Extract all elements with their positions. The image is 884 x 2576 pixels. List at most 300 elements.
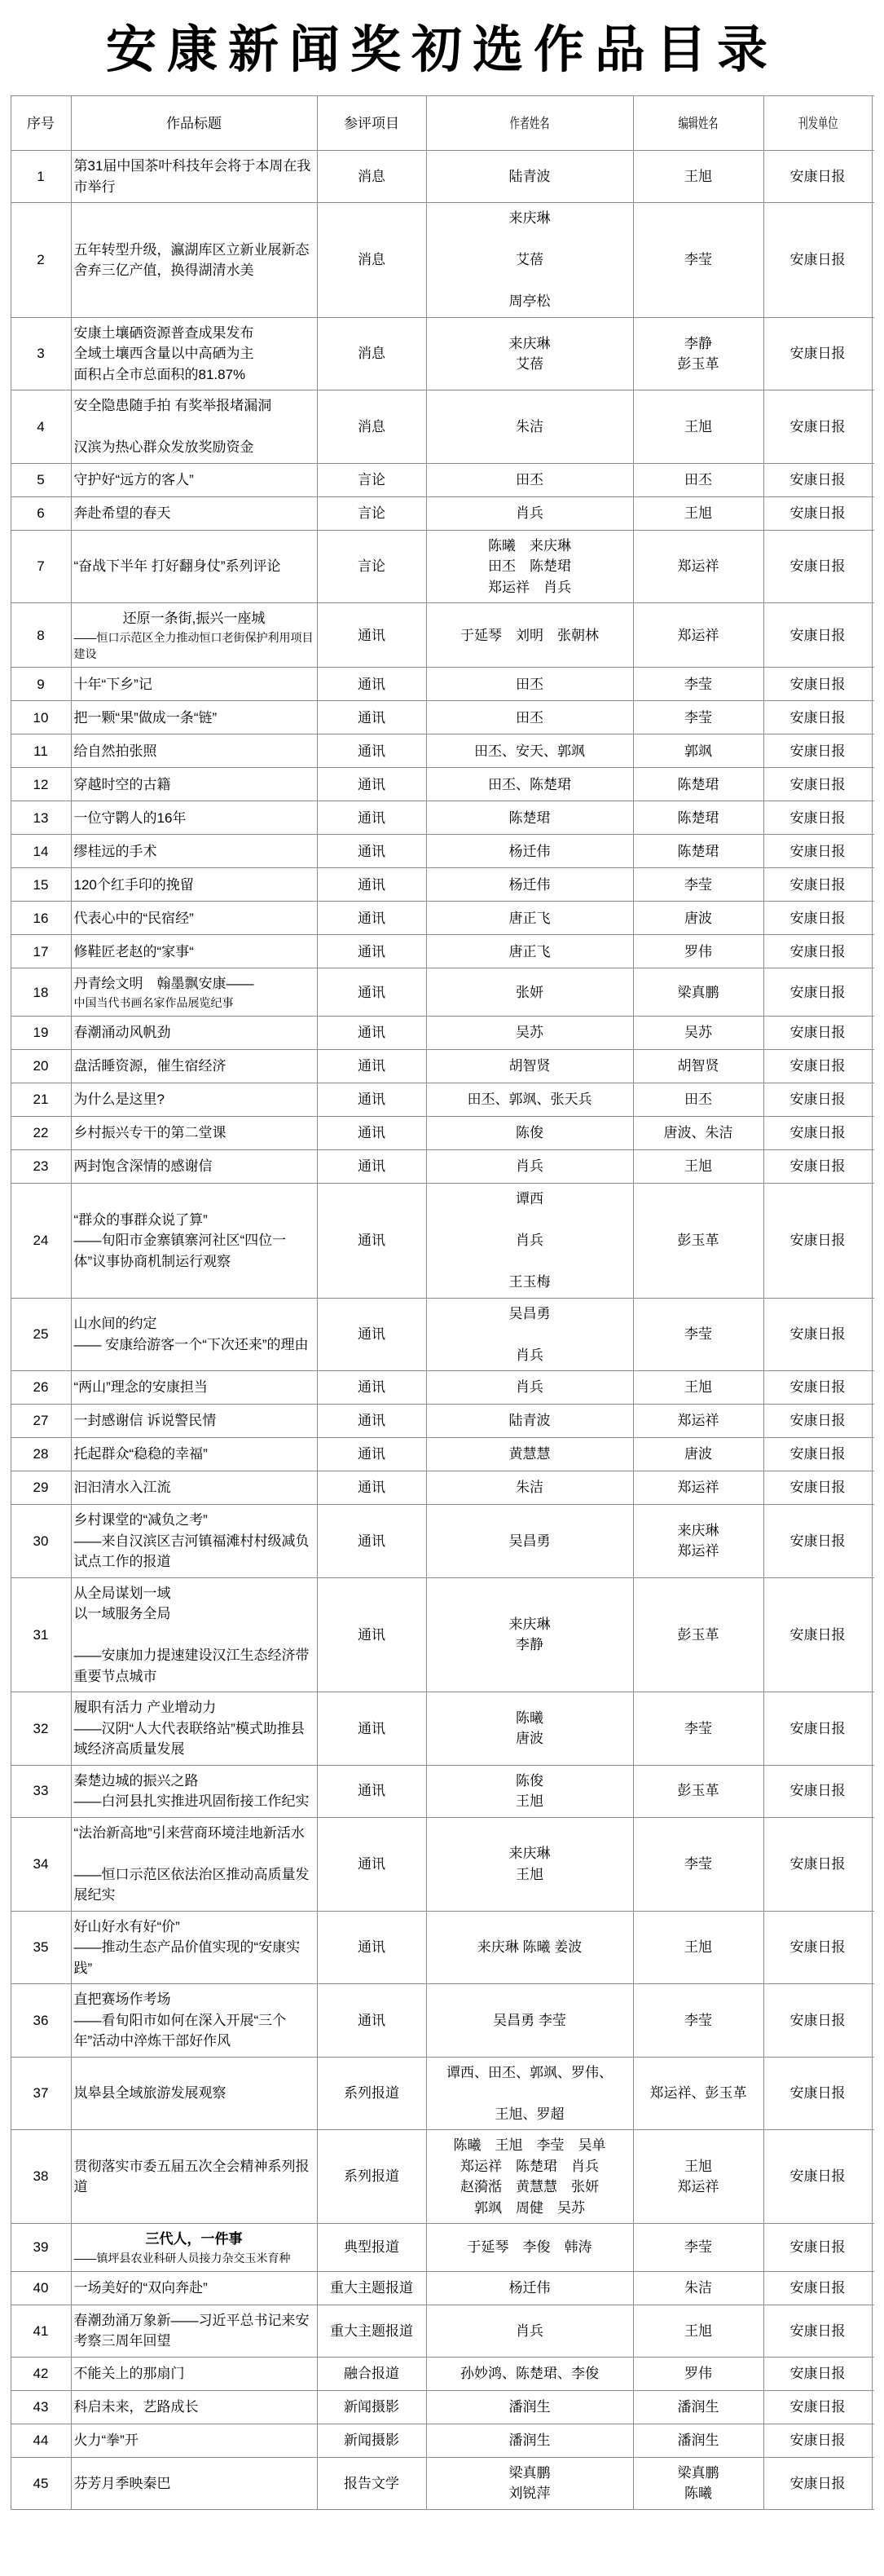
cell-category: 通讯	[318, 603, 427, 667]
cell-unit: 安康日报	[764, 1505, 873, 1577]
author-line: 田丕	[516, 709, 543, 726]
cell-serial: 4	[11, 390, 72, 463]
title-line: 两封饱含深情的感谢信	[73, 1158, 213, 1175]
editor-line: 王旭	[684, 418, 712, 434]
title-line: 汩汩清水入江流	[73, 1480, 171, 1496]
table-row	[11, 1371, 874, 1405]
title-line: ——看旬阳市如何在深入开展“三个年”活动中淬炼干部好作风	[73, 2012, 287, 2049]
author-line: 吴昌勇	[508, 1533, 551, 1549]
cell-title	[72, 2058, 318, 2130]
cell-authors	[427, 2424, 634, 2457]
author-line: 艾蓓	[516, 252, 543, 268]
cell-category: 通讯	[318, 1083, 427, 1116]
cell-editors	[634, 1912, 764, 1984]
author-line: 肖兵	[516, 1379, 543, 1396]
author-line: 田丕	[516, 676, 543, 692]
author-line: 肖兵	[516, 1233, 543, 1249]
cell-title	[72, 2130, 318, 2223]
title-line: 盘活睡资源，催生宿经济	[73, 1058, 226, 1074]
cell-authors	[427, 318, 634, 390]
author-line: 陈曦	[516, 1709, 543, 1726]
cell-title	[72, 1150, 318, 1183]
cell-editors	[634, 390, 764, 463]
title-line: ——恒口示范区全力推动恒口老街保护利用项目建设	[73, 630, 314, 661]
cell-unit: 安康日报	[764, 2305, 873, 2357]
editor-line: 郑运祥、彭玉革	[649, 2085, 747, 2102]
cell-unit: 安康日报	[764, 497, 873, 530]
cell-unit: 安康日报	[764, 203, 873, 317]
cell-title	[72, 1818, 318, 1911]
cell-unit: 安康日报	[764, 1150, 873, 1183]
author-line: 于延琴 李俊 韩涛	[467, 2239, 592, 2256]
cell-serial: 40	[11, 2272, 72, 2305]
cell-editors	[634, 1818, 764, 1911]
author-line: 肖兵	[516, 1347, 543, 1363]
cell-title	[72, 2458, 318, 2509]
editor-line: 彭玉革	[677, 1626, 719, 1643]
cell-authors	[427, 2130, 634, 2223]
cell-editors	[634, 1405, 764, 1437]
title-line: 托起群众“稳稳的幸福”	[73, 1446, 208, 1462]
cell-serial: 6	[11, 497, 72, 530]
table-row	[11, 902, 874, 935]
table-row	[11, 2224, 874, 2272]
cell-editors	[634, 1083, 764, 1116]
cell-serial: 7	[11, 531, 72, 603]
cell-unit: 安康日报	[764, 1692, 873, 1765]
table-row	[11, 2058, 874, 2131]
cell-serial: 38	[11, 2130, 72, 2223]
cell-category: 通讯	[318, 1912, 427, 1984]
cell-serial: 30	[11, 1505, 72, 1577]
page-title: 安康新闻奖初选作品目录	[105, 22, 778, 78]
cell-title	[72, 1371, 318, 1404]
title-line: 山水间的约定	[73, 1316, 157, 1332]
cell-serial: 11	[11, 734, 72, 767]
cell-category: 通讯	[318, 801, 427, 834]
cell-category: 通讯	[318, 1471, 427, 1504]
cell-editors	[634, 1117, 764, 1149]
author-line: 朱洁	[516, 1480, 543, 1496]
cell-serial: 34	[11, 1818, 72, 1911]
cell-serial: 10	[11, 701, 72, 734]
title-line: 汉滨为热心群众发放奖励资金	[73, 439, 254, 456]
title-line: 穿越时空的古籍	[73, 776, 171, 792]
author-line: 艾蓓	[516, 356, 543, 373]
editor-line: 梁真鹏	[677, 2464, 719, 2481]
cell-editors	[634, 464, 764, 496]
cell-serial: 16	[11, 902, 72, 934]
cell-category: 消息	[318, 151, 427, 202]
cell-editors	[634, 1692, 764, 1765]
title-line: 全域土壤西含量以中高硒为主	[73, 346, 254, 362]
cell-authors	[427, 2058, 634, 2130]
title-line: ——恒口示范区依法治区推动高质量发展纪实	[73, 1866, 310, 1903]
editor-line: 吴苏	[684, 1025, 712, 1041]
cell-unit: 安康日报	[764, 390, 873, 463]
editor-line: 郑运祥	[677, 1480, 719, 1496]
cell-editors	[634, 1471, 764, 1504]
editor-line: 郑运祥	[677, 627, 719, 643]
cell-editors	[634, 1984, 764, 2057]
header-cell-category	[318, 96, 427, 150]
table-body	[11, 151, 874, 2510]
cell-title	[72, 603, 318, 667]
table-row	[11, 497, 874, 531]
cell-serial: 33	[11, 1766, 72, 1817]
cell-category: 通讯	[318, 734, 427, 767]
cell-serial: 17	[11, 935, 72, 968]
cell-category: 通讯	[318, 1050, 427, 1083]
author-line: 潘润生	[508, 2399, 551, 2415]
header-cell-editors	[634, 96, 764, 150]
cell-unit: 安康日报	[764, 1299, 873, 1371]
table-row	[11, 1766, 874, 1818]
cell-unit: 安康日报	[764, 701, 873, 734]
title-line: 120个红手印的挽留	[73, 876, 194, 893]
cell-authors	[427, 734, 634, 767]
cell-editors	[634, 701, 764, 734]
table-row	[11, 318, 874, 391]
author-line: 吴昌勇	[508, 1305, 551, 1321]
cell-serial: 5	[11, 464, 72, 496]
cell-editors	[634, 1050, 764, 1083]
header-label-editors: 编辑姓名	[678, 115, 719, 131]
title-line: 代表心中的“民宿经”	[73, 910, 194, 926]
cell-serial: 36	[11, 1984, 72, 2057]
title-line: ——汉阴“人大代表联络站”模式助推县域经济高质量发展	[73, 1720, 305, 1758]
cell-authors	[427, 2391, 634, 2424]
cell-title	[72, 835, 318, 867]
header-cell-serial	[11, 96, 72, 150]
cell-authors	[427, 1017, 634, 1049]
title-line: ——白河县扎实推进巩固衔接工作纪实	[73, 1793, 310, 1810]
editor-line: 李莹	[684, 2239, 712, 2256]
author-line: 张妍	[516, 984, 543, 1000]
cell-authors	[427, 668, 634, 700]
cell-authors	[427, 1471, 634, 1504]
table-row	[11, 935, 874, 968]
author-line: 唐波	[516, 1731, 543, 1747]
editor-line: 王旭	[684, 2322, 712, 2339]
author-line: 肖兵	[516, 2322, 543, 2339]
cell-authors	[427, 968, 634, 1016]
editor-line: 潘润生	[677, 2433, 719, 2449]
cell-category: 报告文学	[318, 2458, 427, 2509]
title-line: 岚皋县全域旅游发展观察	[73, 2085, 226, 2102]
title-line: 科启未来，艺路成长	[73, 2399, 199, 2415]
cell-authors	[427, 203, 634, 317]
cell-category: 通讯	[318, 1117, 427, 1149]
cell-title	[72, 1017, 318, 1049]
author-line: 郑运祥 陈楚珺 肖兵	[460, 2158, 599, 2174]
cell-serial: 25	[11, 1299, 72, 1371]
cell-category: 通讯	[318, 668, 427, 700]
cell-category: 重大主题报道	[318, 2272, 427, 2305]
cell-authors	[427, 2305, 634, 2357]
cell-unit: 安康日报	[764, 1117, 873, 1149]
cell-title	[72, 531, 318, 603]
table-row	[11, 1050, 874, 1083]
table-row	[11, 2458, 874, 2510]
editor-line: 彭玉革	[677, 1233, 719, 1249]
title-line: 中国当代书画名家作品展览纪事	[73, 995, 234, 1009]
author-line: 梁真鹏	[508, 2464, 551, 2481]
author-line: 陈曦 王旭 李莹 吴单	[453, 2137, 606, 2154]
title-line: 火力“拳”开	[73, 2433, 139, 2449]
cell-editors	[634, 2305, 764, 2357]
author-line: 李静	[516, 1637, 543, 1653]
author-line: 田丕	[516, 472, 543, 488]
cell-authors	[427, 390, 634, 463]
cell-title	[72, 1299, 318, 1371]
cell-title	[72, 151, 318, 202]
cell-unit: 安康日报	[764, 2224, 873, 2271]
table-row	[11, 1405, 874, 1438]
cell-editors	[634, 318, 764, 390]
author-line: 陈曦 来庆琳	[488, 537, 571, 554]
editor-line: 王旭	[684, 1939, 712, 1956]
table-row	[11, 734, 874, 768]
cell-category: 通讯	[318, 1505, 427, 1577]
title-line: 不能关上的那扇门	[73, 2366, 185, 2382]
editor-line: 李莹	[684, 876, 712, 893]
title-line	[74, 1843, 314, 1864]
cell-unit: 安康日报	[764, 1184, 873, 1298]
table-row	[11, 1438, 874, 1471]
table-row	[11, 1578, 874, 1693]
cell-unit: 安康日报	[764, 902, 873, 934]
author-line: 唐正飞	[508, 943, 551, 959]
table-row	[11, 768, 874, 801]
editor-line: 朱洁	[684, 2280, 712, 2296]
cell-serial: 24	[11, 1184, 72, 1298]
cell-serial: 35	[11, 1912, 72, 1984]
cell-category: 通讯	[318, 1405, 427, 1437]
title-line: 从全局谋划一域	[73, 1585, 171, 1601]
title-line: “法治新高地”引来营商环境洼地新活水	[73, 1824, 305, 1841]
editor-line: 李莹	[684, 1855, 712, 1872]
cell-category: 通讯	[318, 1299, 427, 1371]
editor-line: 田丕	[684, 1092, 712, 1108]
editor-line: 郭飒	[684, 743, 712, 759]
cell-authors	[427, 1150, 634, 1183]
cell-serial: 13	[11, 801, 72, 834]
editor-line: 王旭	[684, 505, 712, 522]
cell-category: 通讯	[318, 701, 427, 734]
cell-category: 通讯	[318, 1438, 427, 1471]
cell-category: 通讯	[318, 1184, 427, 1298]
cell-category: 重大主题报道	[318, 2305, 427, 2357]
cell-serial: 19	[11, 1017, 72, 1049]
cell-authors	[427, 151, 634, 202]
cell-editors	[634, 1299, 764, 1371]
cell-authors	[427, 1912, 634, 1984]
cell-unit: 安康日报	[764, 801, 873, 834]
author-line: 周亭松	[508, 293, 551, 310]
title-line: ——旬阳市金寨镇寨河社区“四位一体”议事协商机制运行观察	[73, 1233, 287, 1269]
cell-serial: 1	[11, 151, 72, 202]
author-line: 王旭	[516, 1866, 543, 1882]
table-row	[11, 531, 874, 604]
author-line: 来庆琳	[508, 210, 551, 227]
cell-serial: 15	[11, 868, 72, 901]
cell-editors	[634, 2130, 764, 2223]
cell-serial: 22	[11, 1117, 72, 1149]
cell-title	[72, 1050, 318, 1083]
cell-editors	[634, 668, 764, 700]
cell-unit: 安康日报	[764, 2058, 873, 2130]
title-line: 以一域服务全局	[73, 1606, 171, 1622]
title-line: 安康土壤硒资源普查成果发布	[73, 324, 254, 341]
table-row	[11, 464, 874, 497]
title-line: 贯彻落实市委五届五次全会精神系列报道	[73, 2158, 310, 2195]
author-line: 肖兵	[516, 505, 543, 522]
editor-line: 郑运祥	[677, 1543, 719, 1559]
cell-category: 通讯	[318, 935, 427, 968]
cell-serial: 3	[11, 318, 72, 390]
works-table	[11, 95, 874, 2510]
header-label-serial: 序号	[27, 115, 55, 131]
editor-line: 陈楚珺	[677, 843, 719, 859]
editor-line: 陈曦	[684, 2486, 712, 2502]
table-row	[11, 1471, 874, 1505]
editor-line: 陈楚珺	[677, 776, 719, 792]
table-row	[11, 2358, 874, 2391]
title-line: “群众的事群众说了算”	[73, 1211, 208, 1228]
cell-serial: 23	[11, 1150, 72, 1183]
cell-authors	[427, 1766, 634, 1817]
editor-line: 胡智贤	[677, 1058, 719, 1074]
title-line	[74, 417, 314, 438]
editor-line: 李莹	[684, 1326, 712, 1343]
editor-line: 潘润生	[677, 2399, 719, 2415]
cell-serial: 18	[11, 968, 72, 1016]
title-line: 舍弃三亿产值，换得湖清水美	[73, 262, 254, 279]
cell-authors	[427, 902, 634, 934]
editor-line: 唐波、朱洁	[663, 1125, 733, 1141]
author-line: 郭飒 周健 吴苏	[474, 2199, 585, 2216]
cell-serial: 28	[11, 1438, 72, 1471]
table-row	[11, 868, 874, 902]
cell-unit: 安康日报	[764, 2358, 873, 2390]
editor-line: 李静	[684, 335, 712, 351]
editor-line: 田丕	[684, 472, 712, 488]
title-line: ——镇坪县农业科研人员接力杂交玉米育种	[73, 2251, 291, 2265]
header-label-unit: 刊发单位	[798, 115, 838, 131]
cell-category: 新闻摄影	[318, 2424, 427, 2457]
title-line	[74, 1625, 314, 1646]
table-row	[11, 1184, 874, 1299]
title-line: 春潮涌动风帆劲	[73, 1025, 171, 1041]
table-row	[11, 2305, 874, 2358]
table-row	[11, 2272, 874, 2305]
cell-editors	[634, 2272, 764, 2305]
table-row	[11, 603, 874, 668]
cell-unit: 安康日报	[764, 868, 873, 901]
title-line: ——推动生态产品价值实现的“安康实践”	[73, 1939, 301, 1976]
cell-authors	[427, 1299, 634, 1371]
cell-editors	[634, 734, 764, 767]
author-line: 王旭、罗超	[495, 2106, 565, 2122]
cell-title	[72, 1117, 318, 1149]
title-line: 秦楚边城的振兴之路	[73, 1772, 199, 1789]
cell-serial: 37	[11, 2058, 72, 2130]
document-page	[0, 21, 884, 2510]
cell-editors	[634, 968, 764, 1016]
editor-line: 彭玉革	[677, 356, 719, 373]
editor-line: 来庆琳	[677, 1522, 719, 1538]
title-line: 为什么是这里?	[73, 1092, 165, 1108]
header-label-category: 参评项目	[344, 115, 399, 131]
cell-title	[72, 1578, 318, 1692]
cell-category: 通讯	[318, 1578, 427, 1692]
table-row	[11, 1299, 874, 1372]
author-line: 田丕、安天、郭飒	[474, 743, 585, 759]
cell-title	[72, 1083, 318, 1116]
title-line: 缪桂远的手术	[73, 843, 157, 859]
title-line: ——安康加力提速建设汉江生态经济带重要节点城市	[73, 1647, 310, 1684]
table-row	[11, 1818, 874, 1912]
cell-authors	[427, 2224, 634, 2271]
cell-unit: 安康日报	[764, 734, 873, 767]
cell-serial: 14	[11, 835, 72, 867]
cell-title	[72, 2424, 318, 2457]
author-line: 黄慧慧	[508, 1446, 551, 1462]
cell-title	[72, 1912, 318, 1984]
cell-editors	[634, 2058, 764, 2130]
table-row	[11, 701, 874, 734]
title-line: 奔赴希望的春天	[73, 505, 171, 522]
cell-serial: 31	[11, 1578, 72, 1692]
author-line: 潘润生	[508, 2433, 551, 2449]
editor-line: 王旭	[684, 2158, 712, 2174]
title-line: “奋战下半年 打好翻身仗”系列评论	[73, 558, 281, 575]
cell-title	[72, 902, 318, 934]
cell-unit: 安康日报	[764, 1766, 873, 1817]
cell-authors	[427, 1438, 634, 1471]
author-line: 吴苏	[516, 1025, 543, 1041]
cell-editors	[634, 1505, 764, 1577]
table-row	[11, 668, 874, 701]
author-line: 唐正飞	[508, 910, 551, 926]
table-row	[11, 835, 874, 868]
cell-category: 通讯	[318, 1371, 427, 1404]
header-cell-title	[72, 96, 318, 150]
editor-line: 李莹	[684, 676, 712, 692]
cell-authors	[427, 1184, 634, 1298]
title-line: 给自然拍张照	[73, 743, 157, 759]
author-line: 肖兵	[516, 1158, 543, 1175]
cell-editors	[634, 1150, 764, 1183]
cell-editors	[634, 768, 764, 801]
cell-category: 通讯	[318, 768, 427, 801]
cell-title	[72, 2224, 318, 2271]
cell-unit: 安康日报	[764, 318, 873, 390]
cell-authors	[427, 1083, 634, 1116]
title-line: —— 安康给游客一个“下次还来”的理由	[73, 1336, 309, 1352]
cell-serial: 9	[11, 668, 72, 700]
cell-editors	[634, 151, 764, 202]
author-line: 杨迁伟	[508, 2280, 551, 2296]
cell-authors	[427, 1050, 634, 1083]
editor-line: 李莹	[684, 709, 712, 726]
cell-category: 融合报道	[318, 2358, 427, 2390]
cell-category: 通讯	[318, 1818, 427, 1911]
cell-editors	[634, 1184, 764, 1298]
cell-unit: 安康日报	[764, 1405, 873, 1437]
cell-serial: 29	[11, 1471, 72, 1504]
